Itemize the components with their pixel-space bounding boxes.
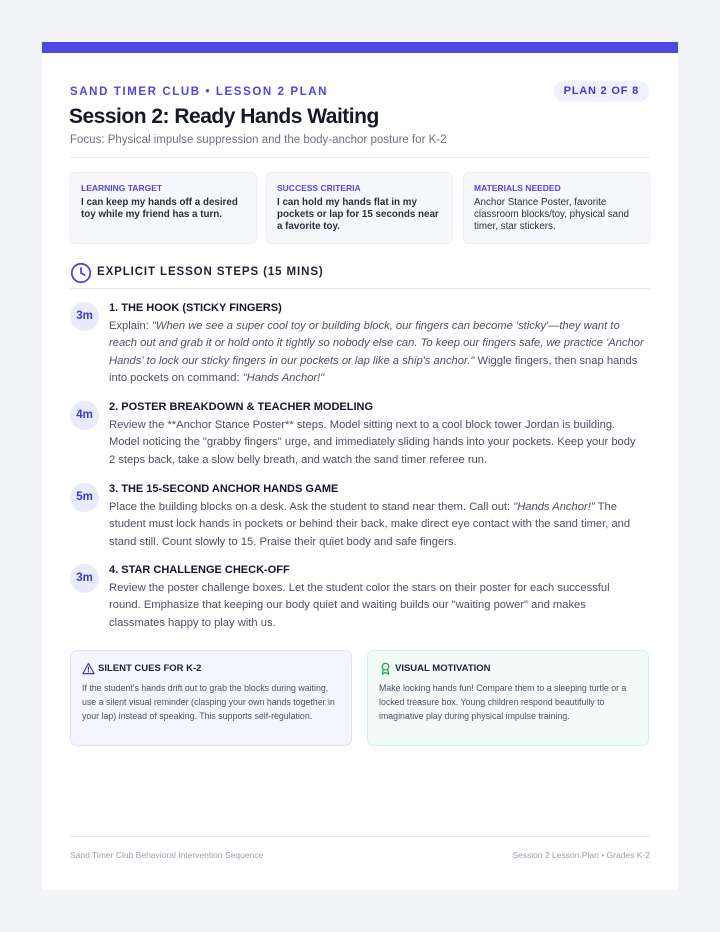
card-label: MATERIALS NEEDED: [474, 183, 561, 193]
callout-text: If the student's hands drift out to grab the blocks during waiting, use a silent visual reminder (clasping your own hands together in your lap) instead of speaking. This supports self-regulation.: [82, 683, 335, 721]
silent-cues-callout: [70, 650, 352, 746]
award-ribbon-icon: [379, 662, 392, 675]
step-title: 4. STAR CHALLENGE CHECK-OFF: [109, 564, 290, 576]
footer-series-name: Sand Timer Club Behavioral Intervention Sequence: [70, 850, 264, 860]
accent-top-bar: [42, 42, 678, 53]
card-label: LEARNING TARGET: [81, 183, 163, 193]
step-time-badge: 3m: [70, 564, 99, 593]
card-text: Anchor Stance Poster, favorite classroom blocks/toy, physical sand timer, star stickers.: [474, 197, 629, 232]
callout-title: SILENT CUES FOR K-2: [98, 663, 202, 674]
card-label: SUCCESS CRITERIA: [277, 183, 361, 193]
step-body: [109, 417, 644, 469]
visual-motivation-callout: [367, 650, 649, 746]
materials-needed-card: [463, 172, 650, 244]
step-title: 2. POSTER BREAKDOWN & TEACHER MODELING: [109, 401, 374, 413]
step-body: [109, 318, 644, 388]
step-body: [109, 499, 644, 551]
step-title: 1. THE HOOK (STICKY FINGERS): [109, 302, 282, 314]
step-time-badge: 5m: [70, 483, 99, 512]
step-title: 3. THE 15-SECOND ANCHOR HANDS GAME: [109, 483, 339, 495]
step-text: Review the **Anchor Stance Poster** steps. Model sitting next to a cool block tower Jordan is building. Model noticing the "grabby fingers" urge, and immediately sliding hands into your pockets. Keep your body 2 steps back, take a slow belly breath, and watch the sand timer referee run.: [109, 419, 636, 466]
step-text: Wiggle fingers, then snap hands into pockets on command:: [109, 354, 638, 385]
warning-triangle-icon: [82, 662, 95, 675]
footer-divider: [70, 836, 650, 837]
plan-progress-badge: PLAN 2 OF 8: [554, 81, 649, 102]
step-quote: "When we see a super cool toy or building block, our fingers can become 'sticky'—they want to reach out and grab it or hold onto it tightly so nobody else can. To keep our fingers safe, we practice 'Anchor Hands' to lock our sticky fingers in our pockets or lap like a ship's anchor.": [109, 320, 644, 367]
step-time-badge: 3m: [70, 302, 99, 331]
step-text: The student must lock hands in pockets or behind their back, make direct eye contact with the sand timer, and stand still. Count slowly to 15. Praise their quiet body and safe fingers.: [109, 501, 631, 548]
lesson-plan-page: [42, 42, 678, 890]
page-title: Session 2: Ready Hands Waiting: [69, 105, 379, 128]
header-divider: [70, 157, 650, 158]
card-text: I can hold my hands flat in my pockets or lap for 15 seconds near a favorite toy.: [277, 197, 439, 232]
step-time-badge: 4m: [70, 401, 99, 430]
callout-text: Make locking hands fun! Compare them to a sleeping turtle or a locked treasure box. Young children respond beautifully to imaginative play during physical impulse training.: [379, 683, 627, 721]
step-quote: "Hands Anchor!": [242, 372, 325, 385]
step-quote: "Hands Anchor!": [513, 501, 595, 513]
focus-subtitle: Focus: Physical impulse suppression and the body-anchor posture for K-2: [70, 134, 447, 146]
step-text: Explain:: [109, 320, 152, 332]
steps-heading-text: EXPLICIT LESSON STEPS (15 MINS): [97, 266, 324, 278]
card-text: I can keep my hands off a desired toy while my friend has a turn.: [81, 197, 238, 220]
learning-target-card: [70, 172, 257, 244]
footer-page-info: Session 2 Lesson Plan • Grades K-2: [512, 850, 650, 860]
callout-title: VISUAL MOTIVATION: [395, 663, 491, 674]
success-criteria-card: [266, 172, 453, 244]
step-text: Review the poster challenge boxes. Let the student color the stars on their poster for each successful round. Emphasize that keeping our body quiet and waiting builds our "waiting power" and makes classmates happy to play with us.: [109, 582, 610, 629]
series-kicker: SAND TIMER CLUB • LESSON 2 PLAN: [70, 86, 329, 98]
steps-divider: [70, 288, 650, 289]
step-body: [109, 580, 644, 632]
step-text: Place the building blocks on a desk. Ask the student to stand near them. Call out:: [109, 501, 514, 513]
objective-cards: [70, 172, 650, 244]
clock-icon: [70, 262, 92, 284]
